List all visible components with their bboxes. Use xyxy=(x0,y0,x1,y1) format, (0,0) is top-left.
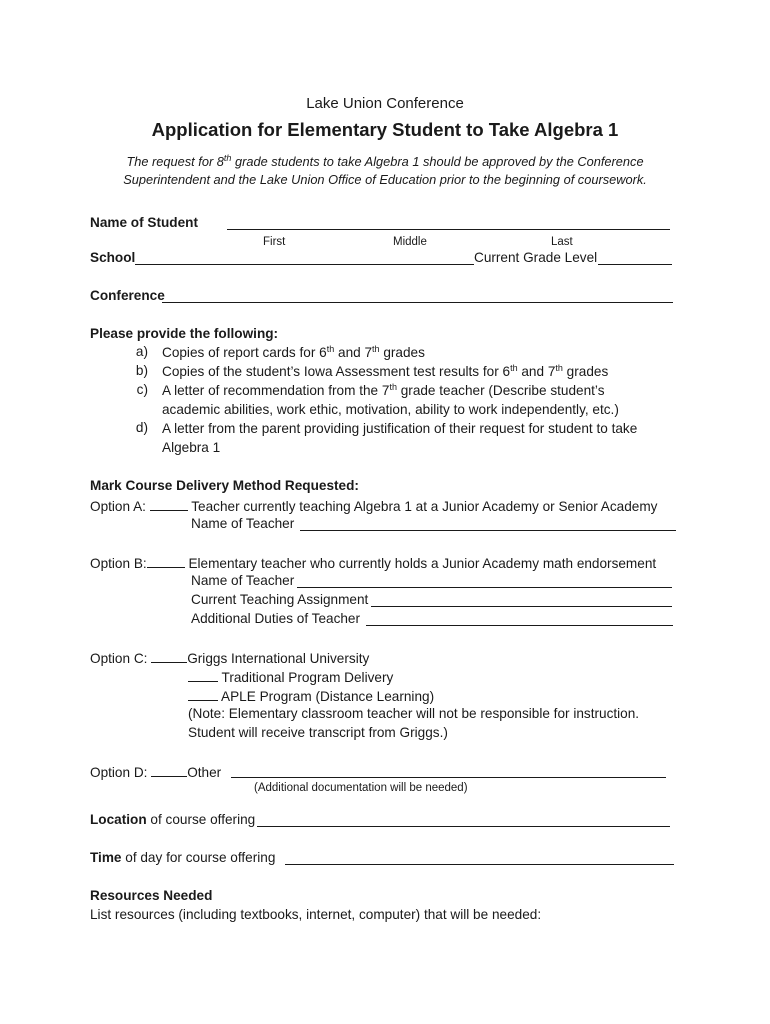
option-d-text: Other xyxy=(187,765,222,780)
intro-line-1: The request for 8th grade students to take Algebra 1 should be approved by the Conference xyxy=(126,153,644,169)
item-d-marker: d) xyxy=(135,420,148,435)
item-b-marker: b) xyxy=(135,363,148,378)
item-d-text-line-2: Algebra 1 xyxy=(162,440,221,455)
student-name-label: Name of Student xyxy=(90,215,198,230)
student-name-field[interactable] xyxy=(227,229,670,230)
item-a-text: Copies of report cards for 6th and 7th grades xyxy=(162,344,425,360)
option-d-label: Option D: xyxy=(90,765,152,780)
option-b-teacher-label: Name of Teacher xyxy=(191,573,295,588)
option-c-note-line-2: Student will receive transcript from Griggs.) xyxy=(188,725,448,740)
last-name-caption: Last xyxy=(551,236,573,248)
grade-level-label: Current Grade Level xyxy=(474,250,598,265)
option-c xyxy=(90,648,369,668)
school-field[interactable] xyxy=(135,264,474,265)
option-d-checkbox-blank[interactable] xyxy=(151,762,187,777)
organization-name: Lake Union Conference xyxy=(306,95,464,112)
option-b-duties-label: Additional Duties of Teacher xyxy=(191,611,361,626)
item-d-text: A letter from the parent providing justification of their request for student to take xyxy=(162,421,638,436)
option-a-label: Option A: xyxy=(90,499,150,514)
time-label: Time of day for course offering xyxy=(90,850,276,865)
form-title: Application for Elementary Student to Take Algebra 1 xyxy=(151,119,619,140)
option-b-duties-field[interactable] xyxy=(366,625,673,626)
option-d-note: (Additional documentation will be needed) xyxy=(254,782,468,794)
middle-name-caption: Middle xyxy=(393,236,427,248)
option-b-checkbox-blank[interactable] xyxy=(147,553,185,568)
option-c-text: Griggs International University xyxy=(187,651,370,666)
school-label: School xyxy=(90,250,136,265)
option-b-text: Elementary teacher who currently holds a Junior Academy math endorsement xyxy=(184,556,657,571)
resources-text: List resources (including textbooks, internet, computer) that will be needed: xyxy=(90,907,542,922)
item-c-text: A letter of recommendation from the 7th grade teacher (Describe student’s xyxy=(162,382,605,398)
option-a xyxy=(90,496,657,516)
aple-checkbox-blank[interactable] xyxy=(188,686,218,701)
item-a-marker: a) xyxy=(135,344,148,359)
time-field[interactable] xyxy=(285,864,674,865)
option-b xyxy=(90,553,656,573)
option-c-aple: APLE Program (Distance Learning) xyxy=(188,686,434,706)
option-d-other-field[interactable] xyxy=(231,777,666,778)
item-c-marker: c) xyxy=(136,382,148,397)
item-b-text: Copies of the student’s Iowa Assessment test results for 6th and 7th grades xyxy=(162,363,609,379)
option-b-label: Option B: xyxy=(90,556,147,571)
traditional-checkbox-blank[interactable] xyxy=(188,667,218,682)
option-c-traditional: Traditional Program Delivery xyxy=(188,667,393,687)
delivery-heading: Mark Course Delivery Method Requested: xyxy=(90,478,359,493)
option-c-note-line-1: (Note: Elementary classroom teacher will not be responsible for instruction. xyxy=(188,706,640,721)
option-d xyxy=(90,762,221,782)
location-field[interactable] xyxy=(257,826,670,827)
grade-level-field[interactable] xyxy=(598,264,672,265)
option-a-teacher-label: Name of Teacher xyxy=(191,516,295,531)
resources-heading: Resources Needed xyxy=(90,888,213,903)
option-a-text: Teacher currently teaching Algebra 1 at a Junior Academy or Senior Academy xyxy=(187,499,658,514)
option-b-assignment-field[interactable] xyxy=(371,606,672,607)
conference-field[interactable] xyxy=(162,302,673,303)
first-name-caption: First xyxy=(263,236,286,248)
provide-heading: Please provide the following: xyxy=(90,326,279,341)
option-c-label: Option C: xyxy=(90,651,152,666)
option-b-teacher-field[interactable] xyxy=(297,587,672,588)
intro-line-2: Superintendent and the Lake Union Office of Education prior to the beginning of coursework. xyxy=(123,172,647,187)
location-label: Location of course offering xyxy=(90,812,256,827)
option-a-teacher-field[interactable] xyxy=(300,530,676,531)
item-c-text-line-2: academic abilities, work ethic, motivation, ability to work independently, etc.) xyxy=(162,402,619,417)
conference-label: Conference xyxy=(90,288,165,303)
option-a-checkbox-blank[interactable] xyxy=(150,496,188,511)
option-c-checkbox-blank[interactable] xyxy=(151,648,187,663)
option-b-assignment-label: Current Teaching Assignment xyxy=(191,592,369,607)
